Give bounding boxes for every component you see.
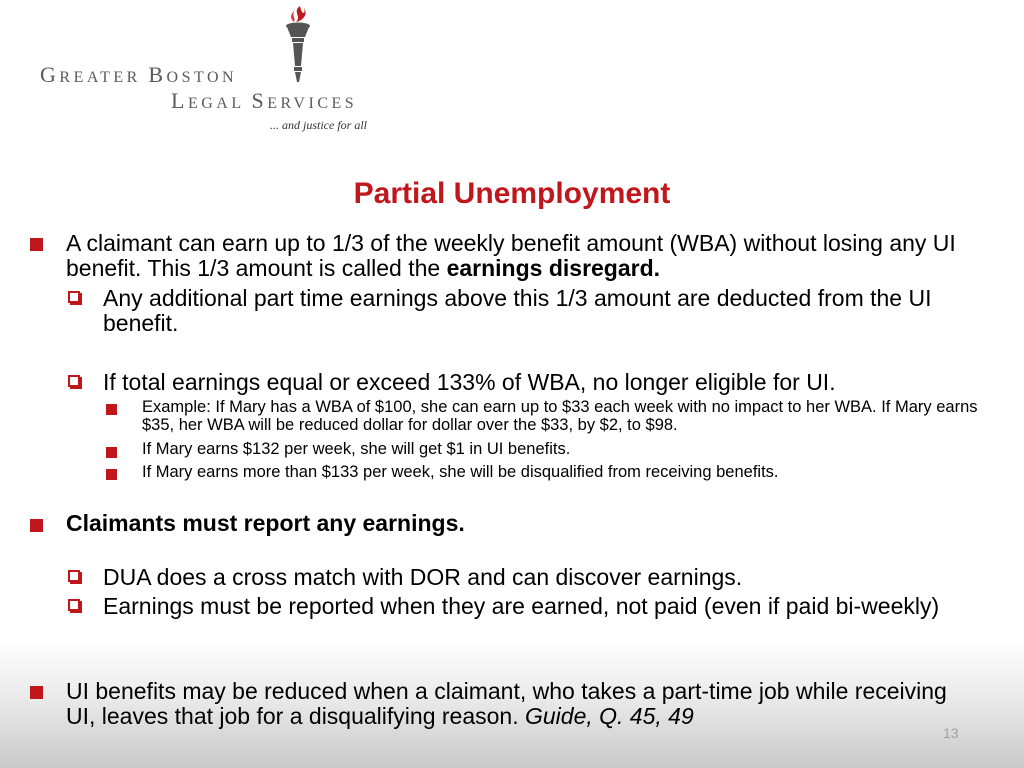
bullet-square-icon	[30, 238, 43, 251]
logo	[40, 4, 400, 136]
bullet-hollow-square-icon	[68, 570, 80, 582]
bullet-earnings-disregard: A claimant can earn up to 1/3 of the weekly benefit amount (WBA) without losing any UI benefit. This 1/3 amount is called the earnings disregard.	[66, 230, 956, 281]
bullet-report-earnings: Claimants must report any earnings.	[66, 510, 465, 536]
bullet-square-icon	[106, 447, 117, 458]
slide-title: Partial Unemployment	[353, 177, 671, 210]
bullet-hollow-square-icon	[68, 291, 80, 303]
sub-bullet-dua-cross-match: DUA does a cross match with DOR and can discover earnings.	[103, 564, 743, 590]
page-number: 13	[943, 725, 959, 741]
example-mary-133: If Mary earns more than $133 per week, she will be disqualified from receiving benefits.	[142, 463, 779, 481]
bullet-square-icon	[30, 686, 43, 699]
sub-bullet-133-percent: If total earnings equal or exceed 133% of WBA, no longer eligible for UI.	[103, 369, 836, 395]
bullet-square-icon	[106, 469, 117, 480]
example-mary-wba: Example: If Mary has a WBA of $100, she can earn up to $33 each week with no impact to her WBA. If Mary earns $35, her WBA will be reduced dollar for dollar over the $33, by $2, to $98.	[142, 398, 978, 434]
sub-bullet-reported-when-earned: Earnings must be reported when they are earned, not paid (even if paid bi-weekly)	[103, 593, 940, 619]
bullet-square-icon	[30, 519, 43, 532]
bullet-hollow-square-icon	[68, 599, 80, 611]
logo-line-1: GREATER BOSTON	[40, 62, 238, 87]
logo-tagline: ... and justice for all	[270, 118, 367, 132]
bullet-hollow-square-icon	[68, 375, 80, 387]
torch-icon	[278, 4, 318, 84]
sub-bullet-additional-earnings: Any additional part time earnings above this 1/3 amount are deducted from the UI benefit.	[103, 285, 932, 336]
logo-line-2: LEGAL SERVICES	[171, 88, 358, 113]
bullet-square-icon	[106, 404, 117, 415]
bullet-disqualifying-reason: UI benefits may be reduced when a claimant, who takes a part-time job while receiving UI, leaves that job for a disqualifying reason. Guide, Q. 45, 49	[66, 678, 947, 729]
example-mary-132: If Mary earns $132 per week, she will get $1 in UI benefits.	[142, 440, 571, 458]
